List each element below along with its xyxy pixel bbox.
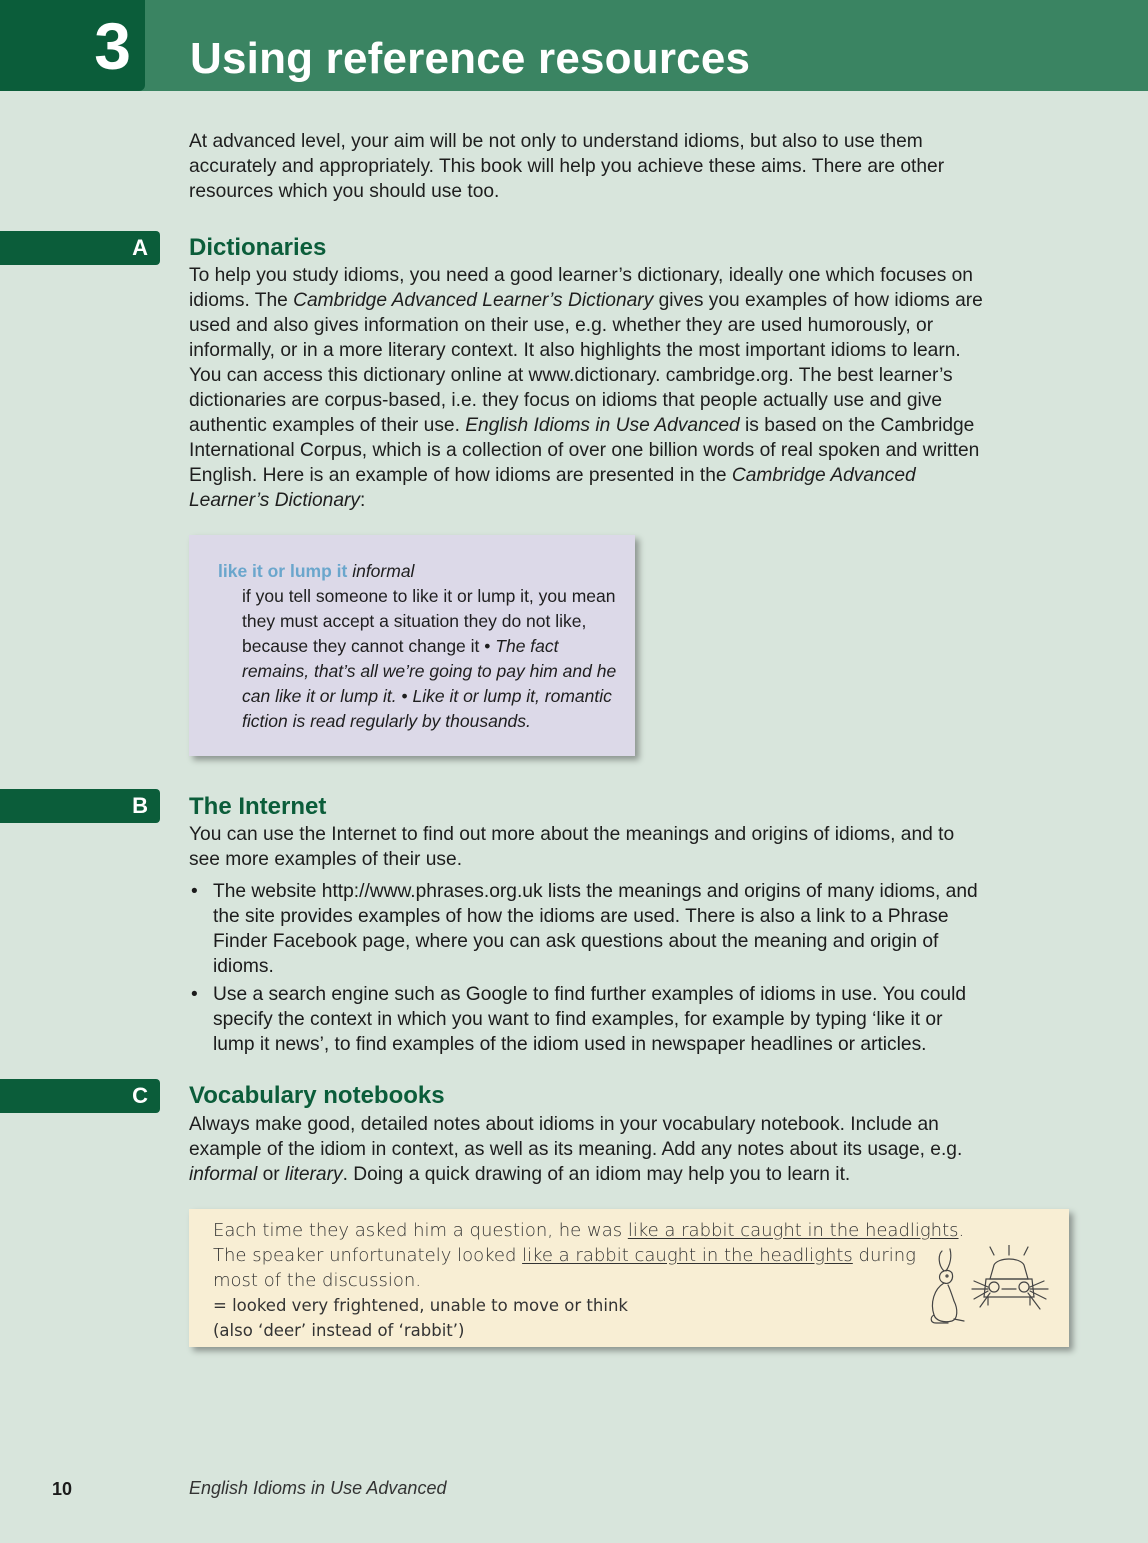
notebook-example-box [189,1209,1069,1347]
page-title: Using reference resources [190,34,751,83]
notebook-line: most of the discussion. [213,1270,422,1291]
intro-line: resources which you should use too. [189,181,500,202]
section-c-heading: Vocabulary notebooks [189,1082,445,1109]
notebook-line [213,1243,916,1268]
section-a-tab: A [0,231,160,265]
section-b-paragraph: You can use the Internet to find out more about the meanings and origins of idioms, and to see more examples of their use. [189,824,955,870]
section-b-tab: B [0,789,160,823]
intro-line: At advanced level, your aim will be not only to understand idioms, but also to use them [189,131,923,152]
rabbit-and-car-headlights-sketch-icon [924,1245,1064,1329]
section-a-paragraph [189,263,984,513]
text-run: Each time they asked him a question, he was [213,1220,628,1241]
idiom-underlined: like a rabbit caught in the headlights [522,1245,853,1266]
intro-paragraph [189,129,984,204]
book-title-italic: Cambridge Advanced Learner’s Dictionary [189,465,916,511]
section-a-heading: Dictionaries [189,234,327,261]
list-item: • Use a search engine such as Google to find further examples of idioms in use. You could specify the context in which you want to find examples, for example by typing ‘like it or lump it news’, to find examples of the idiom used in newspaper headlines or articles. [189,982,984,1057]
text-run: Always make good, detailed notes about idioms in your vocabulary notebook. Include an example of the idiom in context, as well as its meaning. Add any notes about its usage, e.g. [189,1114,963,1160]
text-run: . Doing a quick drawing of an idiom may help you to learn it. [342,1164,851,1185]
example-separator: • [479,636,496,656]
dictionary-example: Like it or lump it, romantic fiction is read regularly by thousands. [242,686,612,731]
dictionary-headword: like it or lump it [218,561,348,581]
usage-label-italic: informal [189,1164,258,1185]
section-c-tab: C [0,1079,160,1113]
intro-line: accurately and appropriately. This book will help you achieve these aims. There are other [189,156,945,177]
text-run: The speaker unfortunately looked [213,1245,523,1266]
idiom-underlined: like a rabbit caught in the headlights [627,1220,959,1241]
unit-number: 3 [0,0,145,91]
text-run: or [257,1164,285,1185]
dictionary-entry-box [189,535,635,756]
book-title-italic: English Idioms in Use Advanced [465,415,740,436]
text-run: during [852,1245,916,1266]
list-item: • The website http://www.phrases.org.uk lists the meanings and origins of many idioms, and the site provides examples of how the idioms are used. There is also a link to a Phrase Finder Facebook page, where you can ask questions about the meaning and origin of idioms. [189,879,984,979]
text-run: : [360,490,366,511]
dictionary-headword-line [218,559,414,584]
notebook-line [213,1218,964,1243]
notebook-meaning: = looked very frightened, unable to move or think [213,1296,628,1315]
text-run: gives you examples of how idioms are used and also gives information on their use, e.g. whether they are used humorously, or informally, or in a more literary context. It also highlights the most important idioms to learn. You can access this dictionary online at www.dictionary. cambridge.org. The best learner’s dictionaries are corpus-based, i.e. they focus on idioms that people actually use and give authentic examples of their use. [189,290,983,436]
section-b-heading: The Internet [189,793,327,820]
text-run: To help you study idioms, you need a good learner’s dictionary, ideally one which focuses on idioms. The [189,265,973,311]
dictionary-label: informal [352,561,415,581]
section-b-bullet-list [189,879,984,1060]
notebook-note: (also ‘deer’ instead of ‘rabbit’) [213,1321,465,1340]
text-run: . [958,1220,965,1241]
page-number: 10 [52,1479,73,1499]
book-title-italic: Cambridge Advanced Learner’s Dictionary [293,290,654,311]
example-separator: • [396,686,413,706]
definition-text: if you tell someone to like it or lump it, you mean they must accept a situation they do not like, because they cannot change it [242,586,616,656]
usage-label-italic: literary [284,1164,343,1185]
dictionary-example: The fact remains, that’s all we’re going to pay him and he can like it or lump it. [242,636,617,706]
section-c-paragraph [189,1112,984,1187]
text-run: is based on the Cambridge International Corpus, which is a collection of over one billion words of real spoken and written English. Here is an example of how idioms are presented in the [189,415,980,486]
footer-book-title: English Idioms in Use Advanced [189,1478,447,1498]
dictionary-definition [242,584,617,734]
